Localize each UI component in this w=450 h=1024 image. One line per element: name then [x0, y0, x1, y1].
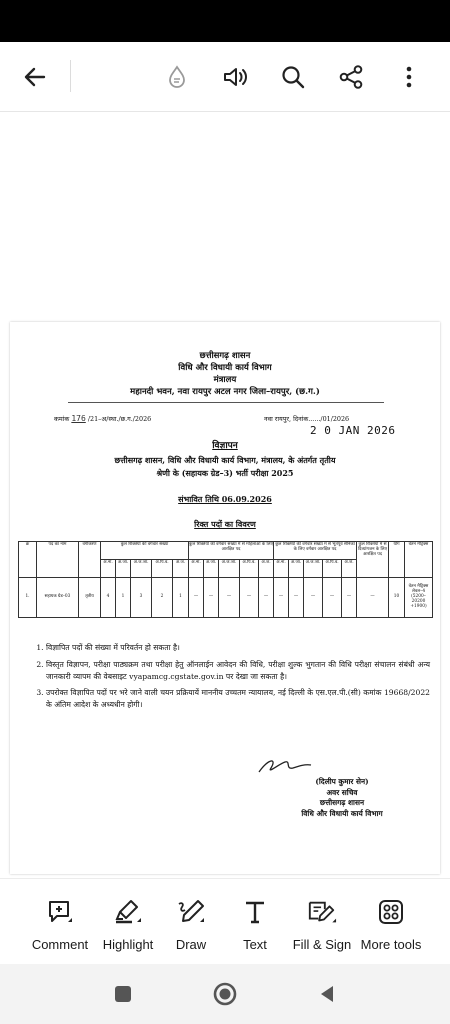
cell-women: —	[189, 578, 204, 618]
cell-women: —	[219, 578, 240, 618]
text-icon	[240, 897, 270, 927]
text-tool[interactable]	[234, 897, 276, 961]
fill-sign-label: Fill & Sign	[292, 937, 352, 952]
reference-number	[54, 414, 151, 423]
subject-line-2: श्रेणी के (सहायक ग्रेड–3) भर्ती परीक्षा 2025	[156, 468, 294, 478]
th-cat: अ.पि.व.	[240, 560, 259, 578]
list-item: 2. विस्तृत विज्ञापन, परीक्षा पाठ्यक्रम तथा परीक्षा हेतु ऑनलाईन आवेदन की विधि, परीक्षा शुल्क भुगतान की विधि परीक्षा संचालन संबंधी अन्य जानकारी व्यापम की वेबसाइट vyapamcg.cgstate.gov.in पर देखा जा सकता है।	[46, 659, 430, 683]
th-women: कुल रिक्तियों की वर्गवार संख्या में से महिलाओं के लिए आरक्षित पद	[189, 542, 274, 560]
pdf-page	[10, 322, 440, 874]
comment-icon	[45, 897, 75, 927]
back-arrow-icon[interactable]	[20, 62, 50, 92]
cell-total: 3	[131, 578, 152, 618]
date-stamp: 2 0 JAN 2026	[310, 424, 396, 437]
th-cat: अ.ज.जा.	[131, 560, 152, 578]
list-item: 3. उपरोक्त विज्ञापित पदों पर भरे जाने वाली चयन प्रक्रियायें माननीय उच्चतम न्यायालय, नई दिल्ली के एस.एल.पी.(सी) कमांक 19668/2022 के अंतिम आदेश के अध्यधीन होगी।	[46, 687, 430, 711]
cell-sum: 10	[389, 578, 405, 618]
vacancy-table	[18, 541, 433, 618]
comment-tool[interactable]	[30, 897, 90, 961]
cell-exserv: —	[274, 578, 289, 618]
fill-sign-tool[interactable]	[290, 897, 354, 961]
cell-class: तृतीय	[79, 578, 101, 618]
office-address: महानदी भवन, नवा रायपुर अटल नगर जिला–रायपुर, (छ.ग.)	[130, 387, 320, 397]
th-cat: अ.पि.व.	[323, 560, 342, 578]
system-nav-bar	[0, 964, 450, 1024]
cell-total: 2	[152, 578, 173, 618]
th-class: वर्गीकरण	[79, 542, 101, 578]
draw-label: Draw	[175, 937, 207, 952]
document-viewer[interactable]	[0, 113, 450, 878]
more-tools-label: More tools	[360, 937, 422, 952]
cell-women: —	[204, 578, 219, 618]
th-cat: अ.ना.	[101, 560, 116, 578]
recents-square-icon[interactable]	[111, 982, 135, 1006]
highlight-tool[interactable]	[99, 897, 157, 961]
th-total: कुल रिक्तियों की वर्गवार संख्या	[101, 542, 189, 560]
th-cat: अ.ज.	[173, 560, 189, 578]
draw-tool[interactable]	[168, 897, 214, 961]
back-triangle-icon[interactable]	[315, 982, 339, 1006]
th-cat: अ.ज.जा.	[219, 560, 240, 578]
th-post: पद का नाम	[37, 542, 79, 578]
th-cat: अ.ज.	[342, 560, 357, 578]
notice-title: विज्ञापन	[212, 441, 238, 451]
signatory-block	[272, 777, 412, 820]
highlight-label: Highlight	[102, 937, 154, 952]
notes-list	[30, 642, 430, 716]
ref-prefix: कमांक	[54, 415, 70, 423]
speaker-icon[interactable]	[220, 62, 250, 92]
th-cat: अ.जा.	[204, 560, 219, 578]
cell-post: सहायक ग्रेड–03	[37, 578, 79, 618]
text-label: Text	[243, 937, 267, 952]
cell-exserv: —	[304, 578, 323, 618]
pen-draw-icon	[176, 897, 206, 927]
top-toolbar	[0, 42, 450, 112]
cell-women: —	[240, 578, 259, 618]
home-circle-icon[interactable]	[213, 982, 237, 1006]
th-exserviceman: कुल रिक्तियों की वर्गवार संख्या में से भूतपूर्व सैनिकों के लिए वर्गवार आरक्षित पद	[274, 542, 357, 560]
liquid-mode-icon[interactable]	[162, 62, 192, 92]
signatory-name: (दिलीप कुमार सेन)	[315, 777, 369, 786]
th-cat: अ.ना.	[274, 560, 289, 578]
th-cat: अ.पि.व.	[152, 560, 173, 578]
signatory-government: छत्तीसगढ़ शासन	[319, 798, 365, 808]
cell-pay: वेतन मैट्रिक्स लेवल–4 (5200–20200 +1900)	[405, 578, 433, 618]
tentative-date: संभावित तिथि 06.09.2026	[178, 494, 272, 504]
bottom-toolbar	[0, 878, 450, 964]
th-cat: अ.ना.	[189, 560, 204, 578]
header-rule	[68, 402, 384, 403]
fill-sign-icon	[307, 897, 337, 927]
cell-exserv: —	[323, 578, 342, 618]
cell-total: 4	[101, 578, 116, 618]
highlighter-icon	[113, 897, 143, 927]
subject-line-1: छत्तीसगढ़ शासन, विधि और विधायी कार्य विभाग, मंत्रालय, के अंतर्गत तृतीय	[114, 455, 336, 465]
cell-women: —	[259, 578, 274, 618]
th-cat: अ.ज.	[259, 560, 274, 578]
status-bar	[0, 0, 450, 42]
place-date: नवा रायपुर, दिनांक....../01/2026	[264, 415, 350, 423]
grid-icon	[376, 897, 406, 927]
comment-label: Comment	[31, 937, 89, 952]
th-cat: अ.जा.	[116, 560, 131, 578]
toolbar-divider	[70, 60, 71, 92]
th-cat: अ.जा.	[289, 560, 304, 578]
cell-exserv: —	[342, 578, 357, 618]
cell-exserv: —	[289, 578, 304, 618]
signatory-designation: अवर सचिव	[326, 787, 358, 797]
share-icon[interactable]	[336, 62, 366, 92]
table-row	[19, 578, 433, 618]
th-disabled: कुल रिक्तियों में से दिव्यांगजन के लिए आरक्षित पद	[357, 542, 389, 578]
department-name: विधि और विधायी कार्य विभाग	[178, 363, 272, 373]
vacancy-heading: रिक्त पदों का विवरण	[194, 519, 256, 529]
ref-suffix: /21–अ/स्था./छ.ग./2026	[87, 415, 152, 423]
th-sno: क्र	[19, 542, 37, 578]
list-item: 1. विज्ञापित पदों की संख्या में परिवर्तन हो सकता है।	[46, 642, 430, 654]
ref-handwritten: 176	[71, 414, 86, 423]
cell-total: 1	[116, 578, 131, 618]
ministry-label: मंत्रालय	[213, 375, 237, 385]
more-tools[interactable]	[358, 897, 424, 961]
cell-sno: 1.	[19, 578, 37, 618]
th-pay: वेतन मैट्रिक्स	[405, 542, 433, 578]
search-icon[interactable]	[278, 62, 308, 92]
cell-disabled: —	[357, 578, 389, 618]
cell-total: 1	[173, 578, 189, 618]
th-sum: योग	[389, 542, 405, 578]
signatory-department: विधि और विधायी कार्य विभाग	[301, 809, 383, 819]
govt-name: छत्तीसगढ़ शासन	[199, 351, 251, 361]
th-cat: अ.ज.जा.	[304, 560, 323, 578]
more-vertical-icon[interactable]	[394, 62, 424, 92]
